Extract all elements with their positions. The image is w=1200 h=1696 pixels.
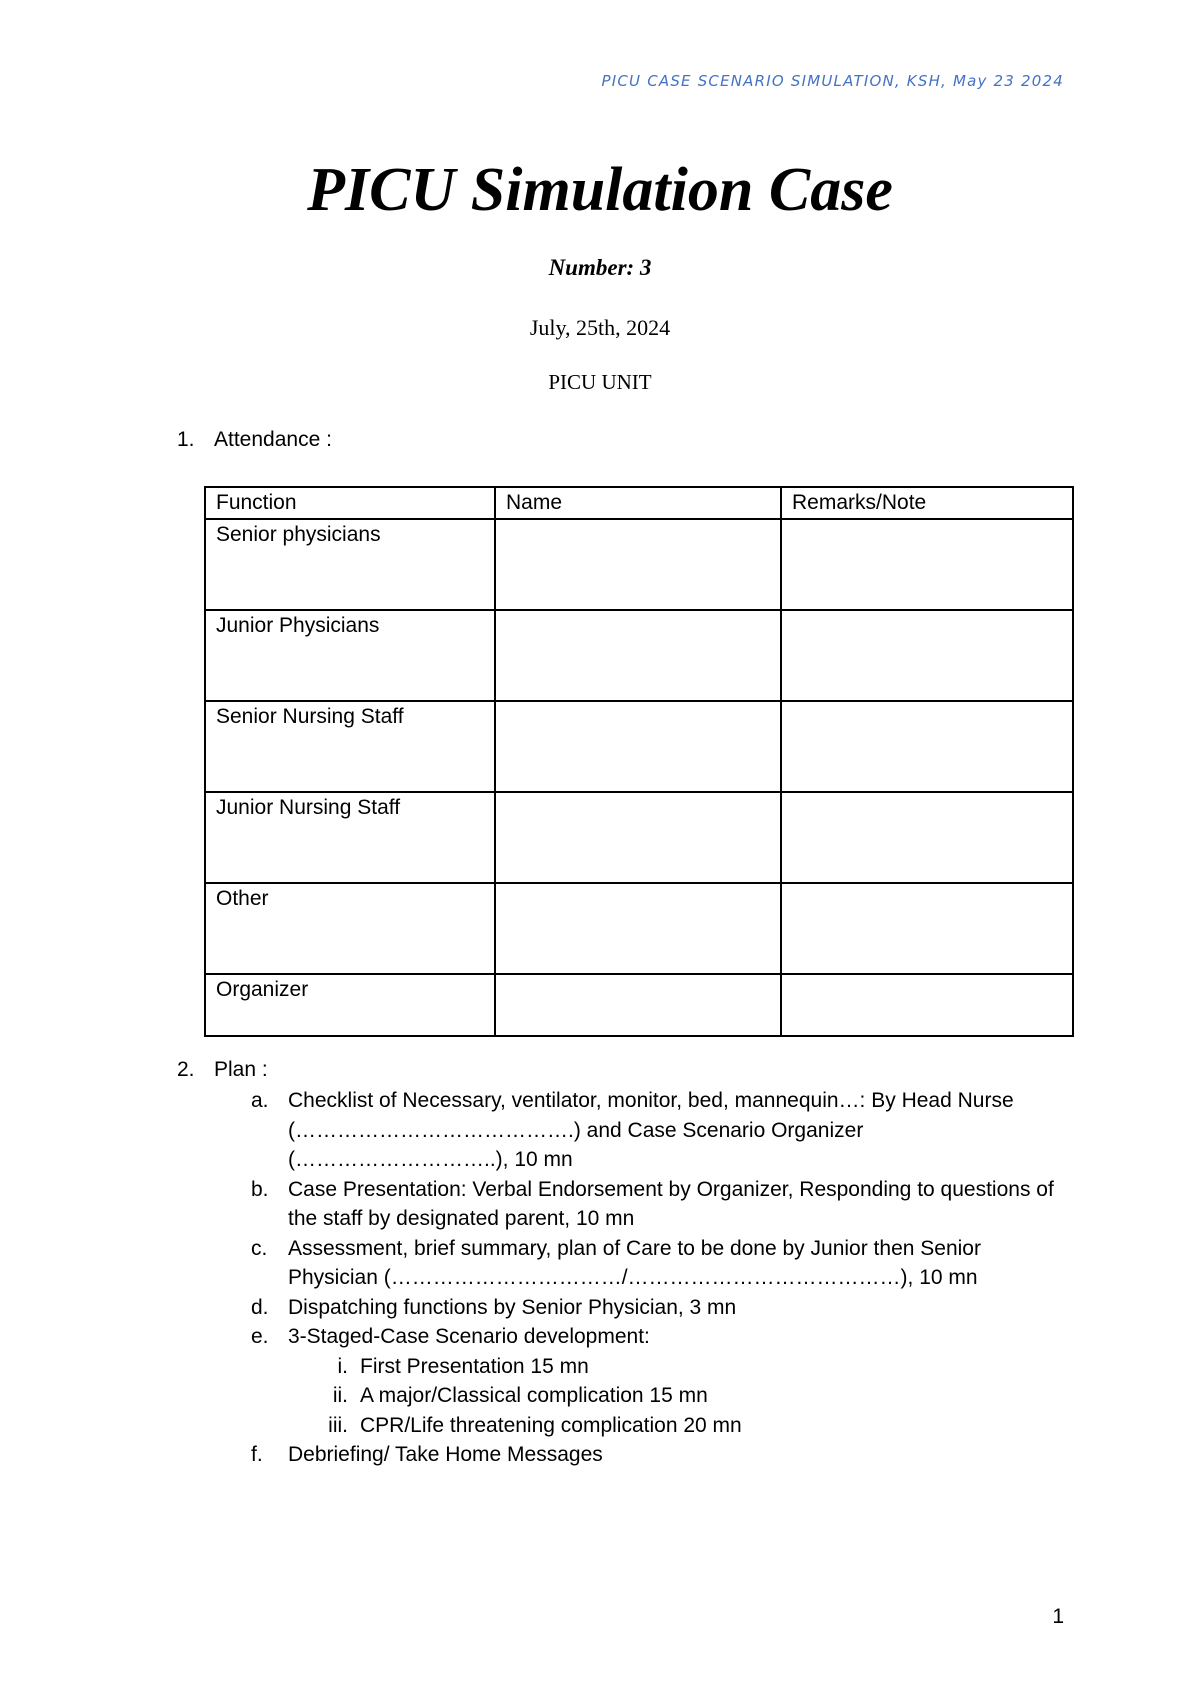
table-row xyxy=(205,610,1073,701)
list-marker: i. xyxy=(337,1354,348,1378)
name-cell xyxy=(495,792,781,883)
name-cell xyxy=(495,610,781,701)
plan-item-text: Assessment, brief summary, plan of Care to be done by Junior then Senior Physician (……………………………/…………………………………), 10 mn xyxy=(288,1236,981,1289)
plan-list xyxy=(251,1086,1071,1470)
stage-item xyxy=(288,1352,1071,1382)
list-marker: f. xyxy=(251,1443,263,1466)
stage-item-text: CPR/Life threatening complication 20 mn xyxy=(360,1413,742,1437)
name-cell xyxy=(495,701,781,792)
document-title: PICU Simulation Case xyxy=(307,156,893,224)
case-date: July, 25th, 2024 xyxy=(529,315,671,340)
plan-number: 2. xyxy=(177,1058,195,1081)
plan-item-scenario-development xyxy=(251,1322,1071,1440)
table-row xyxy=(205,974,1073,1036)
stage-item xyxy=(288,1411,1071,1441)
list-marker: e. xyxy=(251,1325,269,1348)
list-marker: iii. xyxy=(328,1413,348,1437)
remarks-cell xyxy=(781,701,1073,792)
case-unit: PICU UNIT xyxy=(548,370,652,394)
plan-item-text: Debriefing/ Take Home Messages xyxy=(288,1443,603,1466)
column-header-function: Function xyxy=(205,487,495,519)
stage-list xyxy=(288,1352,1071,1441)
remarks-cell xyxy=(781,883,1073,974)
plan-item-text: Checklist of Necessary, ventilator, monitor, bed, mannequin…: By Head Nurse (………………………………….) and Case Scenario Organizer (………………………..), 10 mn xyxy=(288,1089,1014,1171)
plan-item-text: Case Presentation: Verbal Endorsement by Organizer, Responding to questions of the staff by designated parent, 10 mn xyxy=(288,1177,1054,1230)
list-marker: a. xyxy=(251,1089,269,1112)
case-number: Number: 3 xyxy=(548,255,652,280)
attendance-table xyxy=(204,486,1074,1037)
list-marker: d. xyxy=(251,1295,269,1319)
function-cell: Junior Physicians xyxy=(205,610,495,701)
page-number: 1 xyxy=(1052,1605,1064,1628)
stage-item-text: A major/Classical complication 15 mn xyxy=(360,1384,708,1407)
list-marker: b. xyxy=(251,1177,269,1201)
name-cell xyxy=(495,883,781,974)
list-marker: c. xyxy=(251,1236,268,1260)
plan-item-text: 3-Staged-Case Scenario development: xyxy=(288,1325,650,1348)
plan-item-dispatching xyxy=(251,1293,1071,1323)
attendance-heading-text: Attendance : xyxy=(214,428,332,451)
plan-item-debriefing xyxy=(251,1440,1071,1470)
remarks-cell xyxy=(781,792,1073,883)
name-cell xyxy=(495,519,781,610)
remarks-cell xyxy=(781,519,1073,610)
function-cell: Other xyxy=(205,883,495,974)
plan-item-assessment xyxy=(251,1234,1071,1293)
remarks-cell xyxy=(781,974,1073,1036)
stage-item xyxy=(288,1381,1071,1411)
function-cell: Senior physicians xyxy=(205,519,495,610)
table-row xyxy=(205,519,1073,610)
plan-heading xyxy=(177,1058,268,1082)
attendance-number: 1. xyxy=(177,428,195,451)
table-row xyxy=(205,883,1073,974)
column-header-name: Name xyxy=(495,487,781,519)
table-row xyxy=(205,701,1073,792)
name-cell xyxy=(495,974,781,1036)
function-cell: Organizer xyxy=(205,974,495,1036)
plan-heading-text: Plan : xyxy=(214,1058,268,1081)
remarks-cell xyxy=(781,610,1073,701)
plan-item-text: Dispatching functions by Senior Physician, 3 mn xyxy=(288,1295,737,1319)
plan-item-case-presentation xyxy=(251,1175,1071,1234)
function-cell: Junior Nursing Staff xyxy=(205,792,495,883)
list-marker: ii. xyxy=(332,1384,348,1407)
plan-item-checklist xyxy=(251,1086,1071,1175)
table-row xyxy=(205,792,1073,883)
column-header-remarks: Remarks/Note xyxy=(781,487,1073,519)
table-header-row xyxy=(205,487,1073,519)
stage-item-text: First Presentation 15 mn xyxy=(360,1354,589,1378)
function-cell: Senior Nursing Staff xyxy=(205,701,495,792)
running-header: PICU CASE SCENARIO SIMULATION, KSH, May 23 2024 xyxy=(601,72,1064,90)
attendance-heading xyxy=(177,428,332,452)
